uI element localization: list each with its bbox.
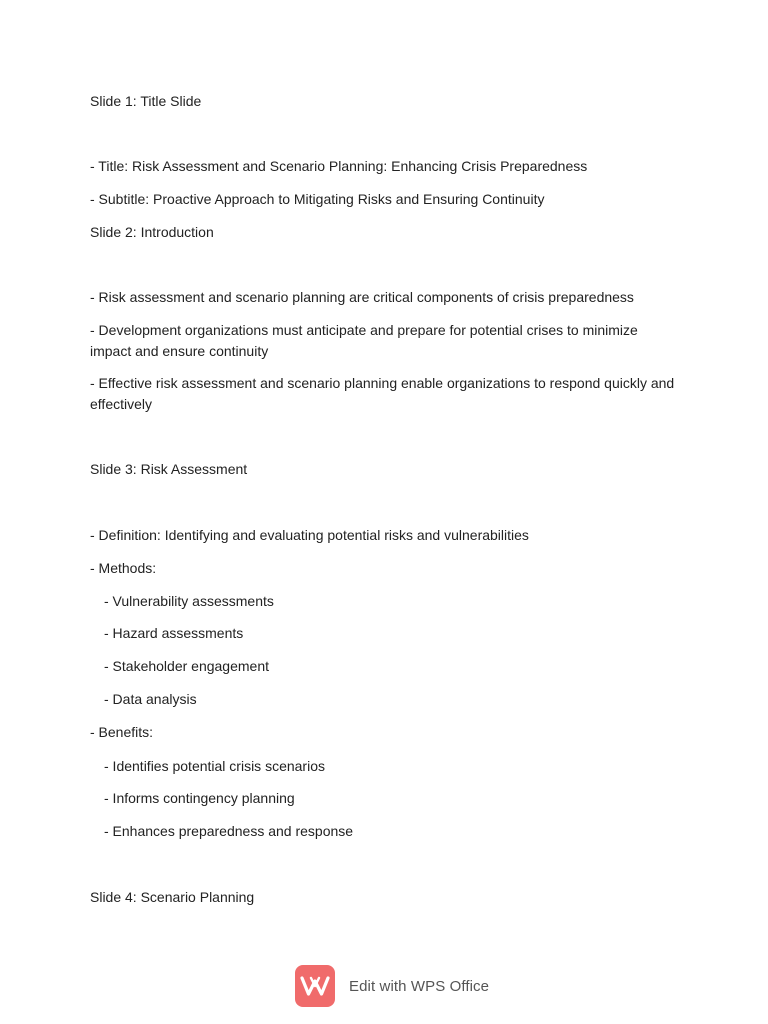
wps-edit-label: Edit with WPS Office bbox=[349, 977, 490, 995]
method-item: - Vulnerability assessments bbox=[104, 593, 274, 609]
slide-2-bullet-2: - Development organizations must anticipate and prepare for potential crises to minimize impact and ensure continuity bbox=[90, 322, 638, 359]
slide-3-methods-heading: - Methods: bbox=[90, 560, 157, 576]
benefit-item: - Informs contingency planning bbox=[104, 790, 295, 806]
slide-3-definition: - Definition: Identifying and evaluating potential risks and vulnerabilities bbox=[90, 527, 529, 543]
slide-4-heading: Slide 4: Scenario Planning bbox=[90, 889, 255, 905]
slide-1-title-bullet: - Title: Risk Assessment and Scenario Planning: Enhancing Crisis Preparedness bbox=[90, 158, 588, 174]
method-item: - Hazard assessments bbox=[104, 625, 244, 641]
benefit-item: - Identifies potential crisis scenarios bbox=[104, 758, 325, 774]
method-item: - Stakeholder engagement bbox=[104, 658, 269, 674]
benefit-item: - Enhances preparedness and response bbox=[104, 823, 354, 839]
method-item: - Data analysis bbox=[104, 691, 197, 707]
slide-1-subtitle-bullet: - Subtitle: Proactive Approach to Mitigating Risks and Ensuring Continuity bbox=[90, 191, 545, 207]
wps-w-glyph bbox=[300, 975, 330, 997]
slide-3-heading: Slide 3: Risk Assessment bbox=[90, 461, 248, 477]
slide-3-benefits-heading: - Benefits: bbox=[90, 724, 154, 740]
wps-logo-icon bbox=[295, 965, 335, 1007]
slide-2-bullet-1: - Risk assessment and scenario planning are critical components of crisis preparedness bbox=[90, 289, 634, 305]
slide-2-heading: Slide 2: Introduction bbox=[90, 224, 214, 240]
slide-1-heading: Slide 1: Title Slide bbox=[90, 93, 202, 109]
wps-edit-link[interactable] bbox=[295, 964, 489, 1008]
slide-2-bullet-3: - Effective risk assessment and scenario planning enable organizations to respond quickly and effectively bbox=[90, 375, 675, 412]
